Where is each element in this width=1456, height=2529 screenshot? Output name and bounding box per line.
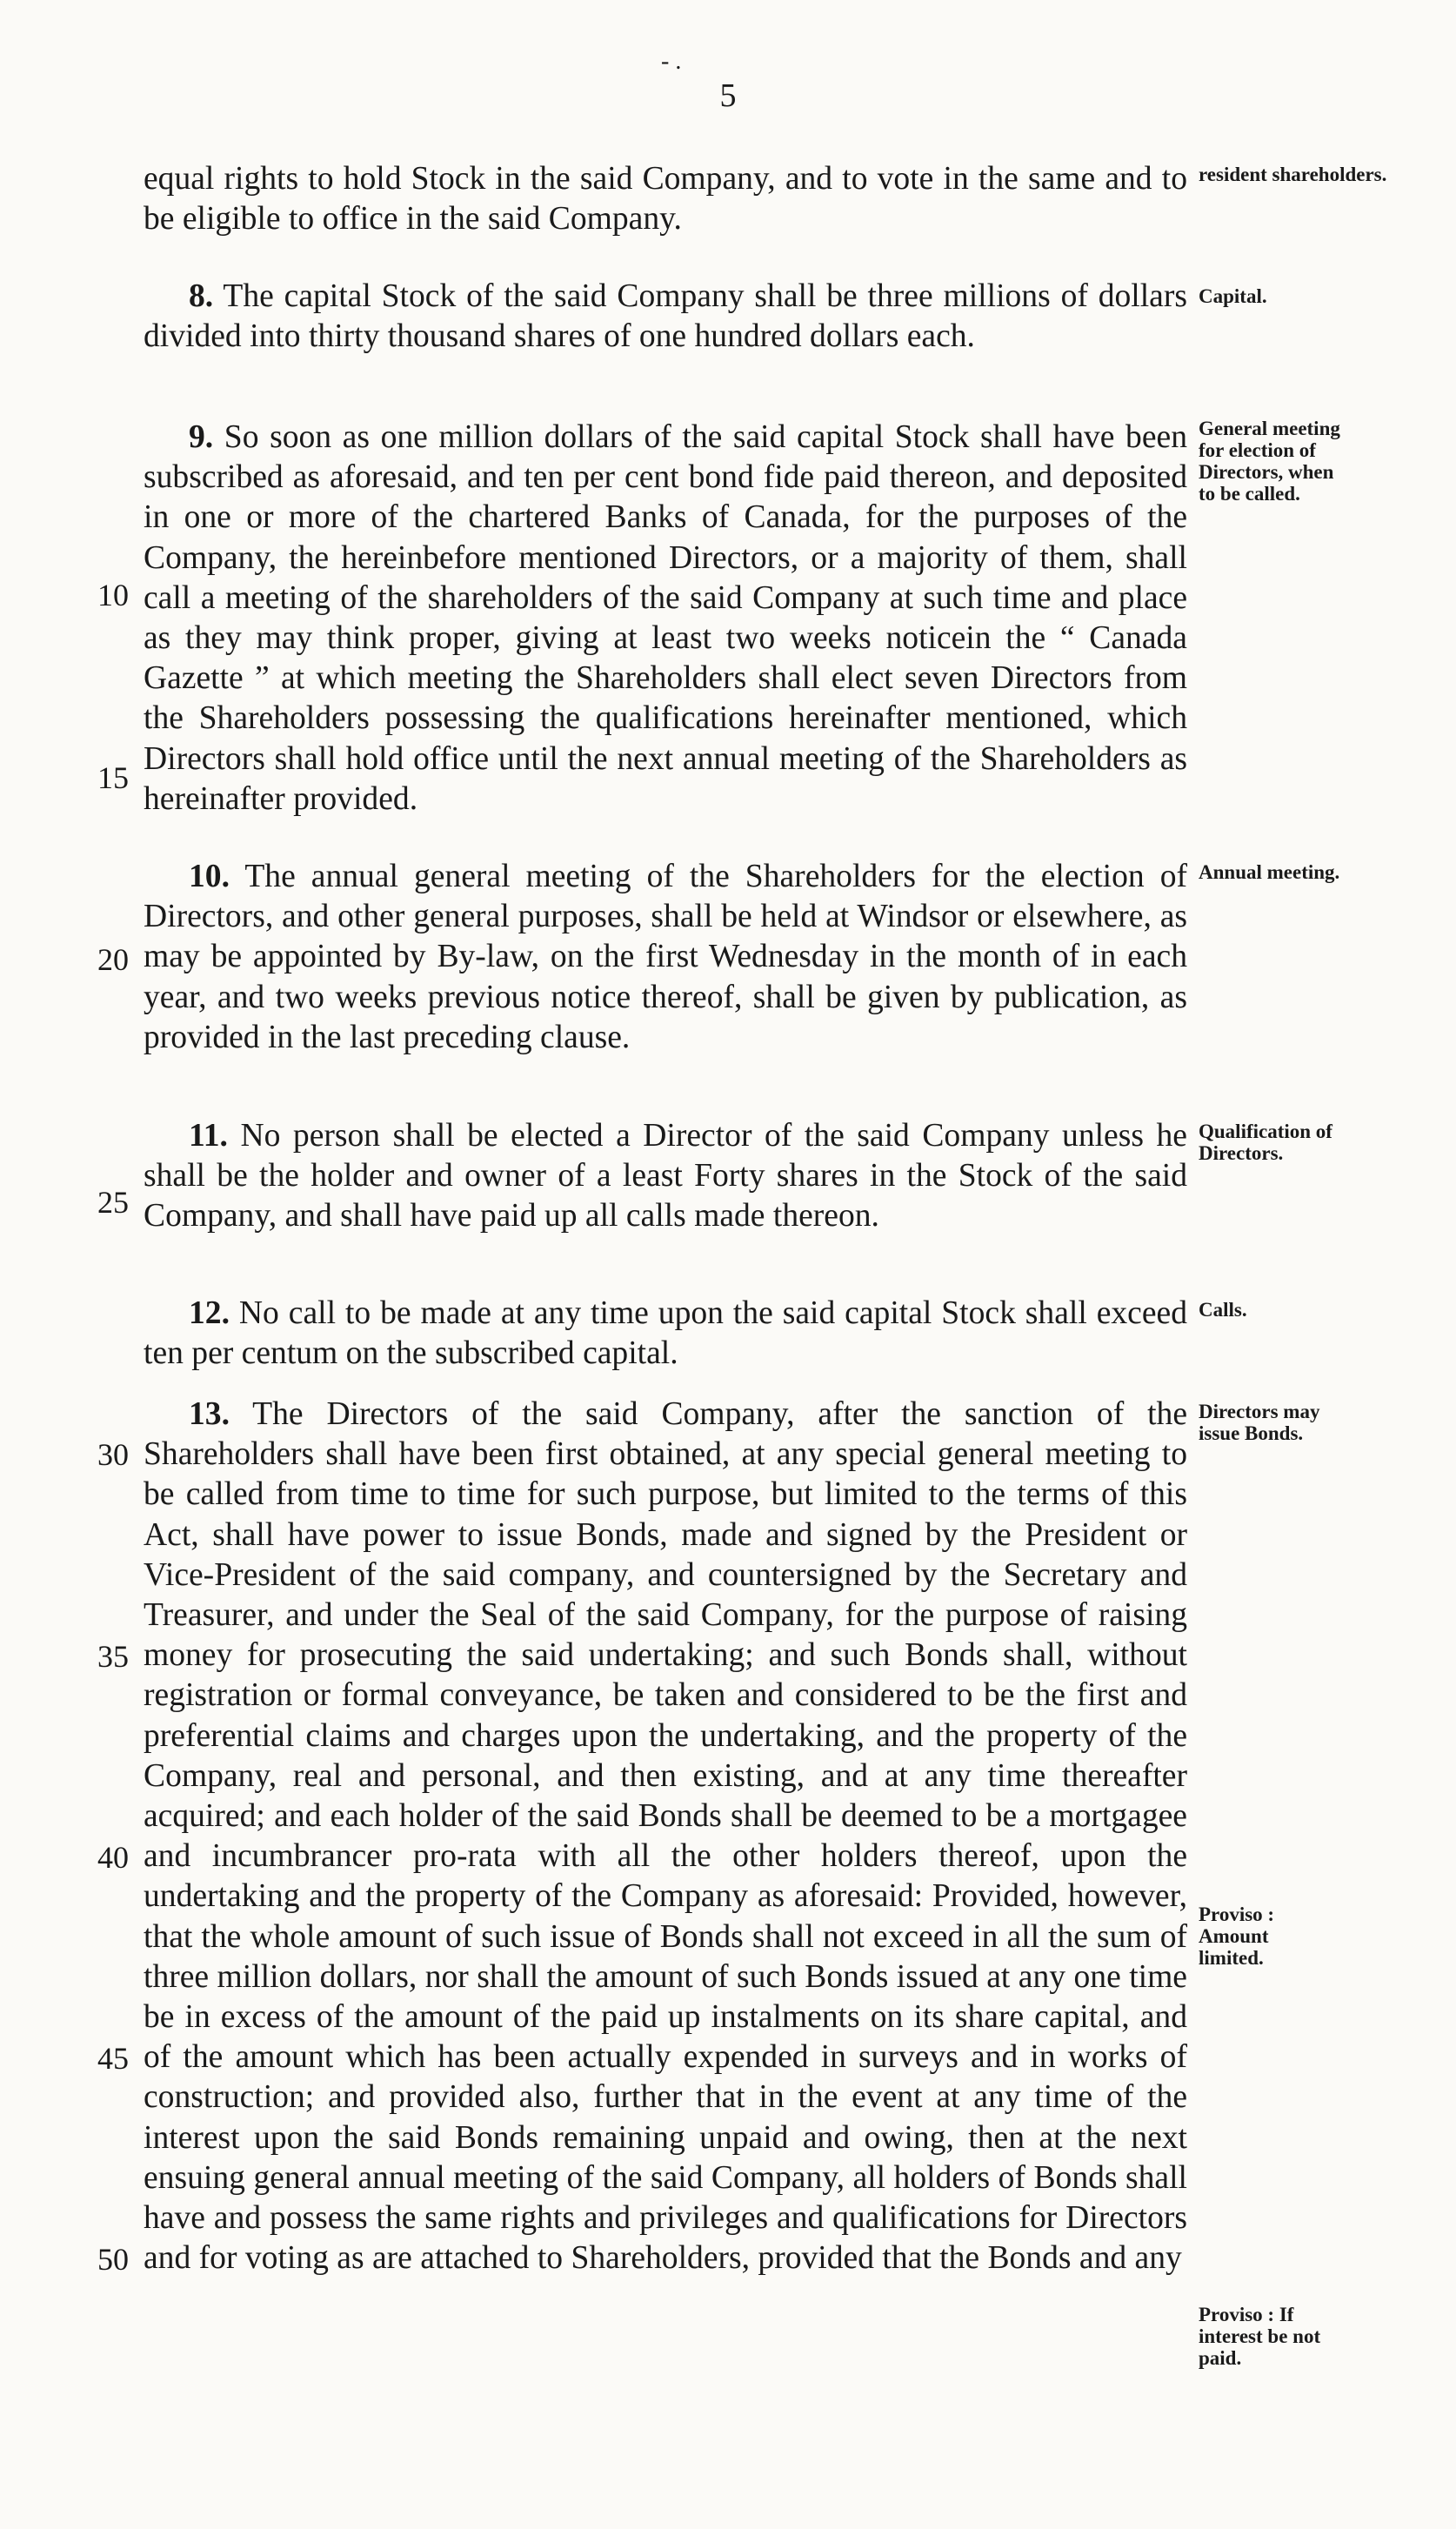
section-text: So soon as one million dollars of the said capital Stock shall have been subscribed as aforesaid, and ten per cent bond fide paid thereon, and deposited in one or more of the chartered Banks of Canada, for the purposes of the Company, the hereinbefore mentioned Directors, or a majority of them, shall call a meeting of the shareholders of the said Company at such time and place as they may think proper, giving at least two weeks noticein the “ Canada Gazette ” at which meeting the Shareholders shall elect seven Directors from the Shareholders possessing the qualifications hereinafter mentioned, which Directors shall hold office until the next annual meeting of the Shareholders as hereinafter provided. [144, 419, 1187, 817]
line-number-45: 45 [97, 2041, 129, 2076]
section-text: No call to be made at any time upon the said capital Stock shall exceed ten per centum on the subscribed capital. [144, 1295, 1187, 1372]
margin-note-proviso-interest: Proviso : If interest be not paid. [1199, 2304, 1321, 2369]
section-8 [144, 277, 1187, 357]
section-number: 12. [189, 1295, 230, 1331]
margin-note-bonds: Directors may issue Bonds. [1199, 1401, 1320, 1444]
margin-note-general-meeting: General meeting for election of Directors, when to be called. [1199, 418, 1340, 505]
section-text: The capital Stock of the said Company shall be three millions of dollars divided into thirty thousand shares of one hundred dollars each. [144, 278, 1188, 355]
page-mark: - . [661, 48, 682, 75]
line-number-30: 30 [97, 1437, 129, 1472]
margin-note-proviso-amount: Proviso : Amount limited. [1199, 1903, 1275, 1969]
margin-note-capital: Capital. [1199, 285, 1267, 307]
line-number-25: 25 [97, 1185, 129, 1220]
section-number: 11. [189, 1118, 228, 1154]
section-number: 8. [189, 278, 214, 314]
section-text: The annual general meeting of the Shareholders for the election of Directors, and other general purposes, shall be held at Windsor or elsewhere, as may be appointed by By-law, on the first Wednesday in the month of in each year, and two weeks previous notice thereof, shall be given by publication, as provided in the last preceding clause. [144, 859, 1188, 1055]
section-number: 10. [189, 859, 230, 894]
line-number-20: 20 [97, 942, 129, 977]
section-number: 13. [189, 1396, 230, 1432]
line-number-40: 40 [97, 1840, 129, 1875]
section-text: No person shall be elected a Director of the said Company unless he shall be the holder and owner of a least Forty shares in the Stock of the said Company, and shall have paid up all calls made thereon. [144, 1118, 1187, 1234]
section-13 [144, 1395, 1187, 2278]
section-11 [144, 1116, 1187, 1237]
section-10 [144, 857, 1187, 1058]
section-9 [144, 418, 1187, 820]
line-number-50: 50 [97, 2242, 129, 2277]
margin-note-qualification: Qualification of Directors. [1199, 1121, 1332, 1164]
margin-note-resident: resident shareholders. [1199, 164, 1387, 185]
margin-note-calls: Calls. [1199, 1299, 1247, 1321]
section-12 [144, 1294, 1187, 1374]
line-number-10: 10 [97, 578, 129, 612]
page-number: 5 [719, 77, 737, 114]
paragraph-continuation: equal rights to hold Stock in the said Company, and to vote in the same and to be eligible to office in the said Company. [144, 161, 1187, 238]
line-number-15: 15 [97, 760, 129, 795]
line-number-35: 35 [97, 1639, 129, 1674]
section-number: 9. [189, 419, 214, 455]
margin-note-annual: Annual meeting. [1199, 861, 1340, 883]
section-text: The Directors of the said Company, after the sanction of the Shareholders shall have been first obtained, at any special general meeting to be called from time to time for such purpose, but limited to the terms of this Act, shall have power to issue Bonds, made and signed by the President or Vice-President of the said company, and countersigned by the Secretary and Treasurer, and under the Seal of the said Company, for the purpose of raising money for prosecuting the said undertaking; and such Bonds shall, without registration or formal conveyance, be taken and considered to be the first and preferential claims and charges upon the undertaking, and the property of the Company, real and personal, and then existing, and at any time thereafter acquired; and each holder of the said Bonds shall be deemed to be a mortgagee and incumbrancer pro-rata with all the other holders thereof, upon the undertaking and the property of the Company as aforesaid: Provided, however, that the whole amount of such issue of Bonds shall not exceed in all the sum of three million dollars, nor shall the amount of such Bonds issued at any one time be in excess of the amount of the paid up instalments on its share capital, and of the amount which has been actually expended in surveys and in works of construction; and provided also, further that in the event at any time of the interest upon the said Bonds remaining unpaid and owing, then at the next ensuing general annual meeting of the said Company, all holders of Bonds shall have and possess the same rights and privileges and qualifications for Directors and for voting as are attached to Shareholders, provided that the Bonds and any [144, 1396, 1188, 2277]
